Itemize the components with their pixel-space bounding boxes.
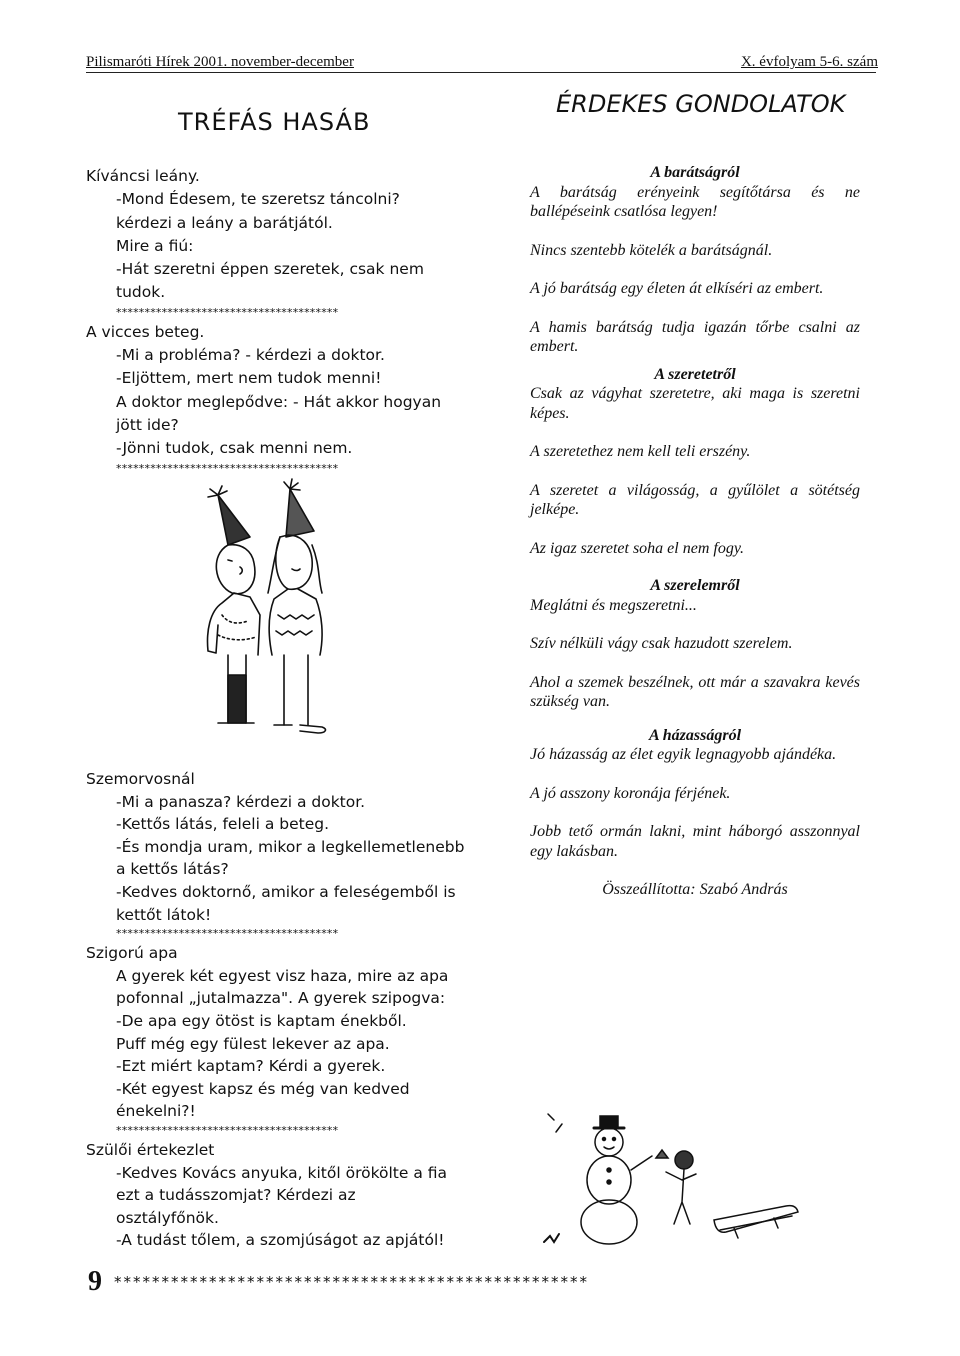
joke-line: osztályfőnök. xyxy=(116,1208,219,1227)
section-heading: A szeretetről xyxy=(654,365,736,383)
joke-line: -Ezt miért kaptam? Kérdi a gyerek. xyxy=(116,1057,386,1076)
joke-line: énekelni?! xyxy=(116,1102,196,1121)
page-number: 9 xyxy=(88,1266,102,1297)
joke-heading: A vicces beteg. xyxy=(86,322,205,341)
joke-line: kérdezi a leány a barátjától. xyxy=(116,213,333,232)
star-divider: *************************************** xyxy=(116,305,339,319)
quote: A jó asszony koronája férjének. xyxy=(530,784,731,802)
party-couple-illustration xyxy=(188,475,348,745)
joke-line: -Kettős látás, feleli a beteg. xyxy=(116,815,330,834)
joke-heading: Szülői értekezlet xyxy=(86,1140,215,1159)
joke-line: -Kedves Kovács anyuka, kitől örökölte a fia xyxy=(116,1163,448,1182)
joke-line: -Mi a probléma? - kérdezi a doktor. xyxy=(116,346,385,365)
joke-line: -Hát szeretni éppen szeretek, csak nem xyxy=(116,260,424,279)
quote: Az igaz szeretet soha el nem fogy. xyxy=(530,539,745,557)
joke-line: -Mond Édesem, te szeretsz táncolni? xyxy=(116,190,400,209)
joke-line: Puff még egy fülest lekever az apa. xyxy=(116,1034,390,1053)
joke-line: Kíváncsi leány. xyxy=(86,167,200,185)
quotes-column-title: ÉRDEKES GONDOLATOK xyxy=(556,90,846,118)
footer-star-divider: ************************************************** xyxy=(114,1273,589,1291)
header-issue: X. évfolyam 5-6. szám xyxy=(740,54,878,70)
star-divider: *************************************** xyxy=(116,1123,339,1137)
joke-line: -A tudást tőlem, a szomjúságot az apjától! xyxy=(116,1231,445,1250)
joke-heading: Szigorú apa xyxy=(86,944,178,963)
jokes-column-title: TRÉFÁS HASÁB xyxy=(178,108,371,136)
joke-line: -Két egyest kapsz és még van kedved xyxy=(116,1079,410,1098)
header-rule xyxy=(86,72,876,73)
star-divider: *************************************** xyxy=(116,461,339,475)
quote: Szív nélküli vágy csak hazudott szerelem. xyxy=(530,635,793,652)
credit-line: Összeállította: Szabó András xyxy=(602,881,788,898)
section-heading: A házasságról xyxy=(648,726,742,744)
quote: A jó barátság egy életen át elkíséri az embert. xyxy=(530,280,824,297)
joke-heading: Szemorvosnál xyxy=(86,770,195,788)
quote: Csak az vágyhat szeretetre, aki maga is szeretni képes. xyxy=(530,385,860,422)
joke-line: ezt a tudásszomjat? Kérdezi az xyxy=(116,1186,356,1205)
quote: Ahol a szemek beszélnek, ott már a szavakra kevés szükség van. xyxy=(530,673,860,710)
joke-line: tudok. xyxy=(116,283,166,302)
star-divider: *************************************** xyxy=(116,927,339,941)
joke-line: A gyerek két egyest visz haza, mire az apa xyxy=(116,966,449,985)
page-footer xyxy=(88,1266,868,1298)
section-heading: A szerelemről xyxy=(650,577,740,594)
quotes-column xyxy=(530,163,860,900)
joke-line: -És mondja uram, mikor a legkellemetlenebb xyxy=(116,837,465,856)
joke-line: -Kedves doktornő, amikor a feleségemből is xyxy=(116,882,456,901)
joke-line: -Jönni tudok, csak menni nem. xyxy=(116,439,353,458)
quote: A barátság erényeink segítőtársa és ne ballépéseink csatlósa legyen! xyxy=(530,183,860,220)
quote: Jó házasság az élet egyik legnagyobb ajándéka. xyxy=(530,746,837,763)
header-publication: Pilismaróti Hírek 2001. november-december xyxy=(86,54,354,70)
quote: Jobb tető ormán lakni, mint háborgó asszonnyal egy lakásban. xyxy=(530,823,860,860)
joke-line: kettőt látok! xyxy=(116,905,212,924)
joke-line: -De apa egy ötöst is kaptam énekből. xyxy=(116,1011,407,1030)
section-heading: A barátságról xyxy=(650,164,740,181)
joke-line: A doktor meglepődve: - Hát akkor hogyan xyxy=(116,392,442,411)
quote: A hamis barátság tudja igazán tőrbe csalni az embert. xyxy=(530,318,860,355)
quote: Nincs szentebb kötelék a barátságnál. xyxy=(530,241,773,259)
joke-line: pofonnal „jutalmazza". A gyerek szipogva: xyxy=(116,989,446,1008)
joke-line: a kettős látás? xyxy=(116,860,229,879)
quote: Meglátni és megszeretni... xyxy=(530,596,697,614)
quote: A szeretet a világosság, a gyűlölet a sötétség jelképe. xyxy=(530,481,860,518)
snowman-illustration xyxy=(534,1110,814,1250)
quote: A szeretethez nem kell teli erszény. xyxy=(530,443,751,460)
joke-line: -Mi a panasza? kérdezi a doktor. xyxy=(116,792,366,811)
joke-line: jött ide? xyxy=(116,415,179,434)
joke-line: Mire a fiú: xyxy=(116,236,194,255)
jokes-column-top xyxy=(86,165,456,477)
jokes-column-bottom xyxy=(86,768,465,1252)
joke-line: -Eljöttem, mert nem tudok menni! xyxy=(116,369,382,388)
